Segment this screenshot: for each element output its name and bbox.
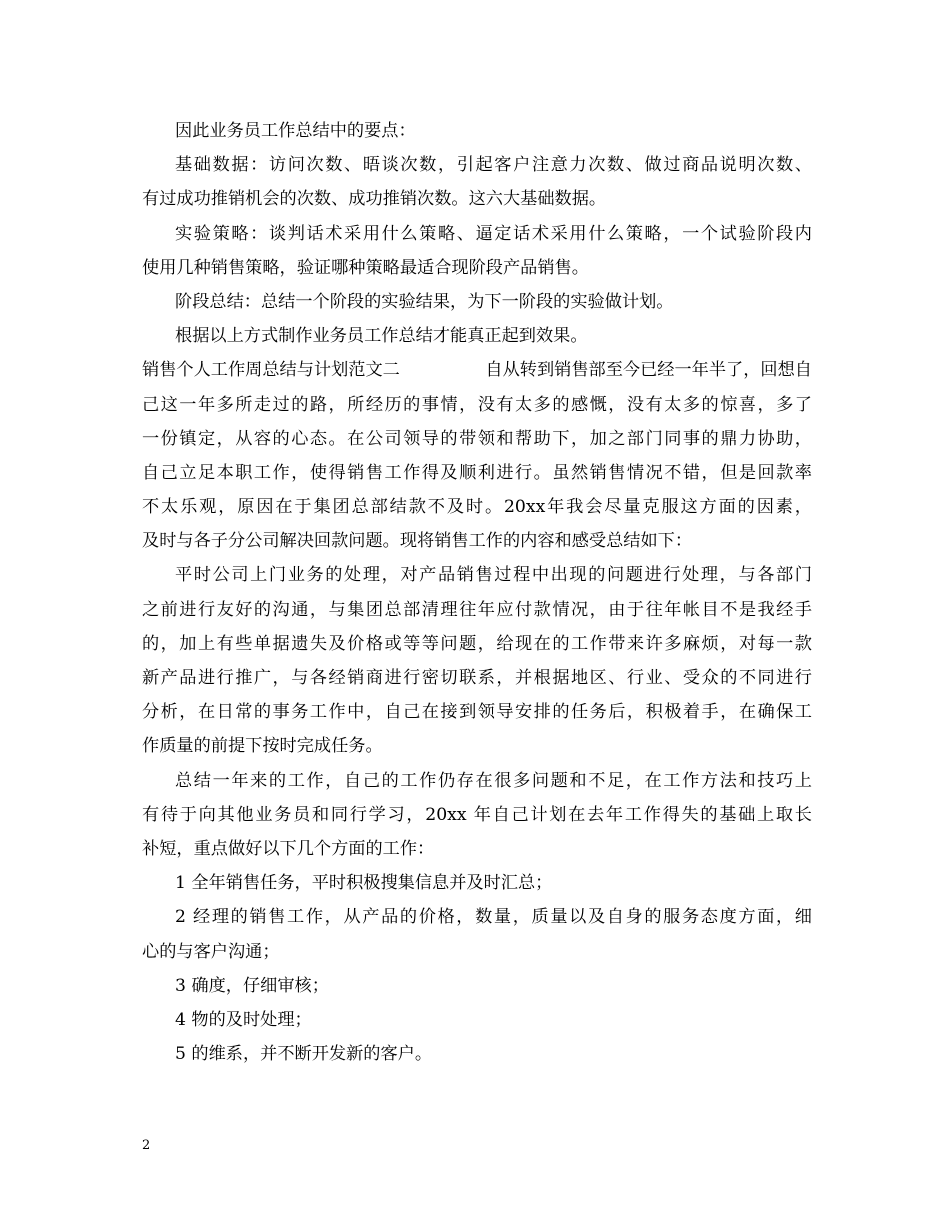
text-line: 总结一年来的工作，自己的工作仍存在很多问题和不足，在工作方法和技巧上 <box>175 770 812 791</box>
text-line: 心的与客户沟通； <box>142 941 280 962</box>
text-line: 不太乐观，原因在于集团总部结款不及时。20xx年我会尽量克服这方面的因素， <box>142 497 812 518</box>
text-line: 阶段总结：总结一个阶段的实验结果，为下一阶段的实验做计划。 <box>175 291 674 312</box>
text-line: 1 全年销售任务，平时积极搜集信息并及时汇总； <box>175 873 553 894</box>
text-line: 因此业务员工作总结中的要点： <box>175 121 416 141</box>
text-line: 新产品进行推广，与各经销商进行密切联系，并根据地区、行业、受众的不同进行 <box>142 668 812 688</box>
text-line: 有过成功推销机会的次数、成功推销次数。这六大基础数据。 <box>142 189 607 210</box>
text-line: 一份镇定，从容的心态。在公司领导的带领和帮助下，加之部门同事的鼎力协助， <box>142 428 812 449</box>
text-line: 及时与各子分公司解决回款问题。现将销售工作的内容和感受总结如下： <box>142 531 693 552</box>
text-line: 根据以上方式制作业务员工作总结才能真正起到效果。 <box>175 326 588 347</box>
text-line: 3 确度，仔细审核； <box>175 975 329 996</box>
text-line: 2 经理的销售工作，从产品的价格，数量，质量以及自身的服务态度方面，细 <box>175 907 812 928</box>
text-line: 使用几种销售策略，验证哪种策略最适合现阶段产品销售。 <box>142 257 589 278</box>
page-number: 2 <box>142 1138 151 1153</box>
text-line: 之前进行友好的沟通，与集团总部清理往年应付款情况，由于往年帐目不是我经手 <box>142 599 812 620</box>
text-line: 平时公司上门业务的处理，对产品销售过程中出现的问题进行处理，与各部门 <box>175 565 812 586</box>
text-line: 己这一年多所走过的路，所经历的事情，没有太多的感慨，没有太多的惊喜，多了 <box>142 394 812 415</box>
text-line: 作质量的前提下按时完成任务。 <box>142 736 383 757</box>
text-line: 自己立足本职工作，使得销售工作得及顺利进行。虽然销售情况不错，但是回款率 <box>142 462 812 483</box>
text-line <box>142 353 812 387</box>
text-line: 实验策略：谈判话术采用什么策略、逼定话术采用什么策略，一个试验阶段内 <box>175 223 812 244</box>
text-line: 补短，重点做好以下几个方面的工作： <box>142 838 435 859</box>
text-line: 的，加上有些单据遗失及价格或等等问题，给现在的工作带来许多麻烦，对每一款 <box>142 633 812 654</box>
section-title: 销售个人工作周总结与计划范文二 <box>142 360 400 381</box>
text-line: 5 的维系，并不断开发新的客户。 <box>175 1044 433 1065</box>
text-line: 分析，在日常的事务工作中，自己在接到领导安排的任务后，积极着手，在确保工 <box>142 702 812 723</box>
document-body <box>142 114 812 1071</box>
text-line: 基础数据：访问次数、晤谈次数，引起客户注意力次数、做过商品说明次数、 <box>175 155 812 176</box>
text-line: 有待于向其他业务员和同行学习，20xx 年自己计划在去年工作得失的基础上取长 <box>142 804 812 825</box>
paragraph-start: 自从转到销售部至今已经一年半了，回想自 <box>485 360 812 381</box>
text-line: 4 物的及时处理； <box>175 1009 312 1030</box>
